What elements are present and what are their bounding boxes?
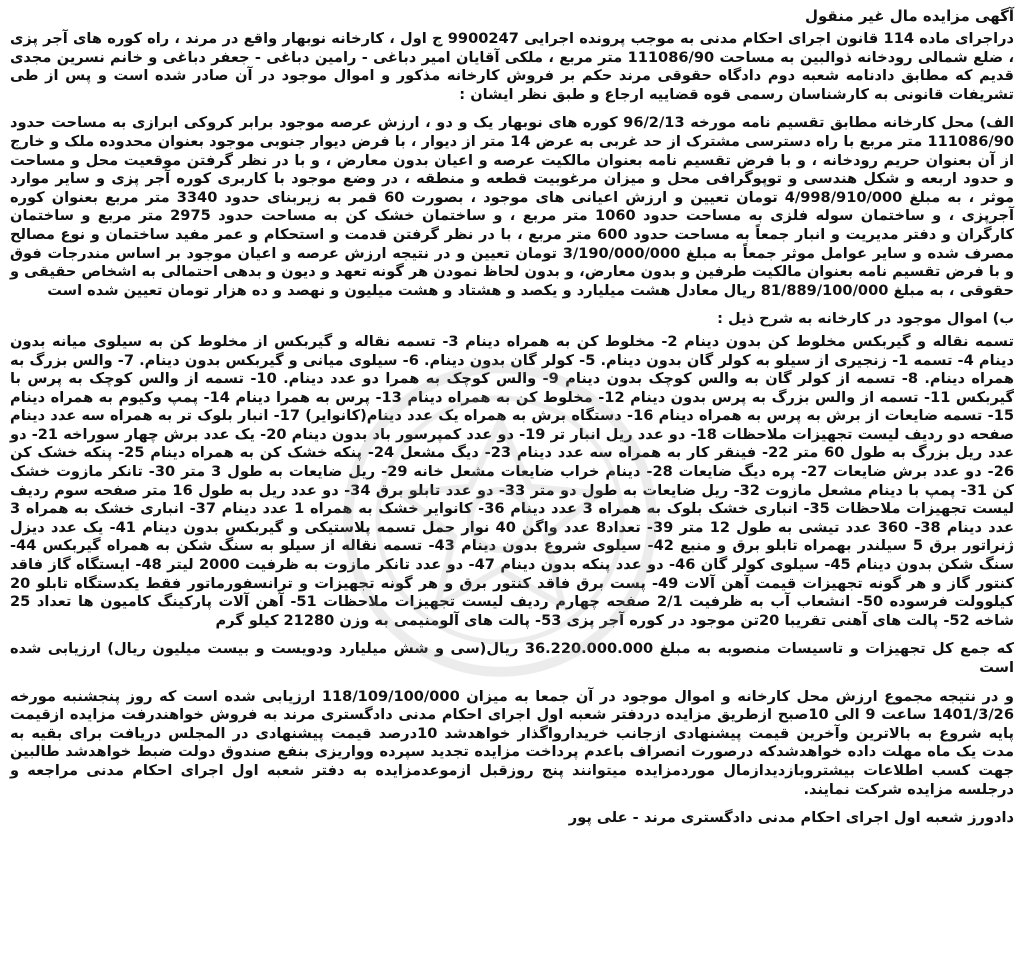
signature-line: دادورز شعبه اول اجرای احکام مدنی دادگستری مرند - علی پور (568, 809, 1014, 827)
section-b-equipment-list: تسمه نقاله و گیربکس مخلوط کن بدون دینام 2- مخلوط کن به همراه دینام 3- تسمه نقاله و گیربکس از مخلوط کن به سیلوی میانه بدون دینام 4- تسمه 1- زنجیری از سیلو به کولر گان بدون دینام. 5- کولر گان بدون دینام. 6- سیلوی میانی و گیربکس بدون دینام. 7- والس بزرگ به همراه دینام. 8- تسمه از کولر گان به والس کوچک بدون دینام 9- والس کوچک به همرا دو عدد دینام. 10- تسمه از والس کوچک به پرس با گیربکس 11- تسمه از والس بزرگ به پرس بدون دینام 12- مخلوط کن به همراه دینام 13- پرس به همرا دینام 14- پمپ وکیوم به همراه دینام 15- تسمه ضایعات از برش به پرس به همراه دینام 16- دستگاه برش به همراه یک عدد دینام(کانوایر) 17- انبار بلوک تر به همراه سه عدد دینام صفحه دو ردیف لیست تجهیزات ملاحظات 18- دو عدد ریل انبار تر 19- دو عدد کمپرسور باد بدون دینام 20- یک عدد برش چهار سوراخه 21- دو عدد ریل بزرگ به طول 60 متر 22- فینقر کار به همراه سه عدد دینام 23- دیگ مشعل 24- پنکه خشک کن به همراه دینام 25- پنکه خشک کن 26- دو عدد برش ضایعات 27- پره دیگ ضایعات 28- دینام خراب ضایعات مشعل خانه 29- ریل ضایعات به طول 3 متر 30- تانکر مازوت خشک کن 31- پمپ با دینام مشعل مازوت 32- ریل ضایعات به طول دو متر 33- دو عدد تابلو برق 34- دو عدد ریل به طول 16 متر صفحه سوم ردیف لیست تجهیزات ملاحظات 35- انباری خشک بلوک به همراه 3 عدد دینام 36- کانوایر خشک به همراه 1 عدد دینام 37- انباری خشک به همراه 3 عدد دینام 38- 360 عدد تیشی به طول 12 متر 39- تعداد8 عدد واگن 40 نوار حمل تسمه پلاستیکی و گیربکس بدون دینام 41- یک عدد دیزل ژنراتور برق 5 سیلندر بهمراه تابلو برق و منبع 42- سیلوی شروع بدون دینام 43- تسمه نقاله از سیلو به سنگ شکن به همراه گیربکس 44- سنگ شکن بدون دینام 45- سیلوی کولر گان 46- دو عدد پنکه بدون دینام 47- دو عدد تانکر مازوت به ظرفیت 2000 لیتر 48- ایستگاه گاز فاقد کنتور گاز و هر گونه تجهیزات قیمت آهن آلات 49- پست برق فاقد کنتور برق و هر گونه تجهیزات و ترانسفورماتور فقط یکدستگاه تابلو 20 کیلوولت فرسوده 50- انشعاب آب به ظرفیت 2/1 صفحه چهارم ردیف لیست تجهیزات ملاحظات 51- آهن آلات پارکینگ کامیون ها تعداد 25 شاخه 52- پالت های آهنی تقریبا 20تن موجود در کوره آجر پزی 53- پالت های آلومنیمی به وزن 21280 کیلو گرم (10, 332, 1015, 629)
conclusion-paragraph: و در نتیجه مجموع ارزش محل کارخانه و اموال موجود در آن جمعا به میزان 118/109/100/000 ارزیابی شده است که روز پنجشنبه مورخه 1401/3/26 ساعت 9 الی 10صبح ازطریق مزایده دردفتر شعبه اول اجرای احکام مدنی دادگستری مرند به فروش خواهندرفت مزایده ازقیمت پایه شروع به بالاترین وآخرین قیمت پیشنهادی ازجانب خریدارواگذار خواهدشد 10درصد قیمت پیشنهادی در المجلس دریافت برای بقیه به مدت یک ماه مهلت داده خواهدشدکه درصورت انصراف باعدم پرداخت مزایده تجدید سپرده وواریزی بنفع صندوق دولت ضبط خواهدشد طالبین جهت کسب اطلاعات بیشتروبازدیدازمال موردمزایده میتوانند پنج روزقبل ازموعدمزایده به دفتر شعبه اول اجرای احکام مدنی مراجعه و درجلسه مزایده شرکت نمایند. (10, 687, 1015, 798)
section-a-paragraph: الف) محل کارخانه مطابق تقسیم نامه مورخه 96/2/13 کوره های نوبهار یک و دو ، ارزش عرصه موجود برابر کروکی ابرازی به مساحت حدود 111086/90 متر مربع با راه دسترسی مشترک از حد غربی به عرض 14 متر از دیوار ، با فرض دیوار جنوبی موجود بعنوان محدوده ملک و خارج از آن بعنوان حریم رودخانه ، و با فرض تقسیم نامه بعنوان مالکیت عرصه و اعیان بدون معارض ، و با در نظر گرفتن موقعیت محل و مساحت و حدود اربعه و شکل هندسی و توپوگرافی محل و میزان مرغوبیت قطعه و منطقه ، در وضع موجود با کاربری کوره آجر پزی و سایر موارد موثر ، به مبلغ 4/998/910/000 تومان تعیین و ارزش اعیانی های موجود ، بصورت 60 قمر به زیربنای حدود 3340 متر مربع بعنوان کوره آجرپزی ، و ساختمان سوله فلزی به مساحت حدود 1060 متر مربع ، و ساختمان خشک کن به مساحت حدود 2975 متر مربع و ساختمان کارگران و دفتر مدیریت و انبار جمعاً به مساحت حدود 600 متر مربع ، با در نظر گرفتن قدمت و استحکام و عمر مفید ساختمان و نوع مصالح مصرف شده و سایر عوامل موثر جمعاً به مبلغ 3/190/000/000 تومان تعیین و در نتیجه ارزش عرصه و اعیان موجود بر اساس مندرجات فوق و با فرض تقسیم نامه بعنوان مالکیت طرفین و بدون معارض، و بدون لحاظ نمودن هر گونه تعهد و دیون و بدهی احتمالی به اشخاص حقیقی و حقوقی ، به مبلغ 81/889/100/000 ریال معادل هشت میلیارد و یکصد و هشتاد و هشت میلیون و نهصد و ده هزار تومان تعیین شده است (10, 114, 1015, 299)
section-b-heading: ب) اموال موجود در کارخانه به شرح ذیل : (717, 310, 1014, 328)
notice-title: آگهی مزایده مال غیر منقول (804, 7, 1014, 25)
equipment-total-paragraph: که جمع کل تجهیزات و تاسیسات منصوبه به مبلغ 36.220.000.000 ریال(سی و شش میلیارد ودویست و بیست میلیون ریال) ارزیابی شده است (10, 640, 1015, 676)
intro-paragraph: دراجرای ماده 114 قانون اجرای احکام مدنی به موجب پرونده اجرایی 9900247 ج اول ، کارخانه نوبهار واقع در مرند ، راه کوره های آجر پزی ، ضلع شمالی رودخانه ذوالبین به مساحت 111086/90 متر مربع ، ملکی آقایان امیر دباغی - رامین دباغی - جعفر دباغی و خانم نسرین مجدی قدیم که مطابق دادنامه شعبه دوم دادگاه حقوقی مرند حکم بر فروش کارخانه مذکور و اموال موجود در آن صادر شده است و پس از طی تشریفات قانونی به کارشناسان رسمی قوه قضاییه ارجاع و طبق نظر ایشان : (10, 30, 1014, 103)
